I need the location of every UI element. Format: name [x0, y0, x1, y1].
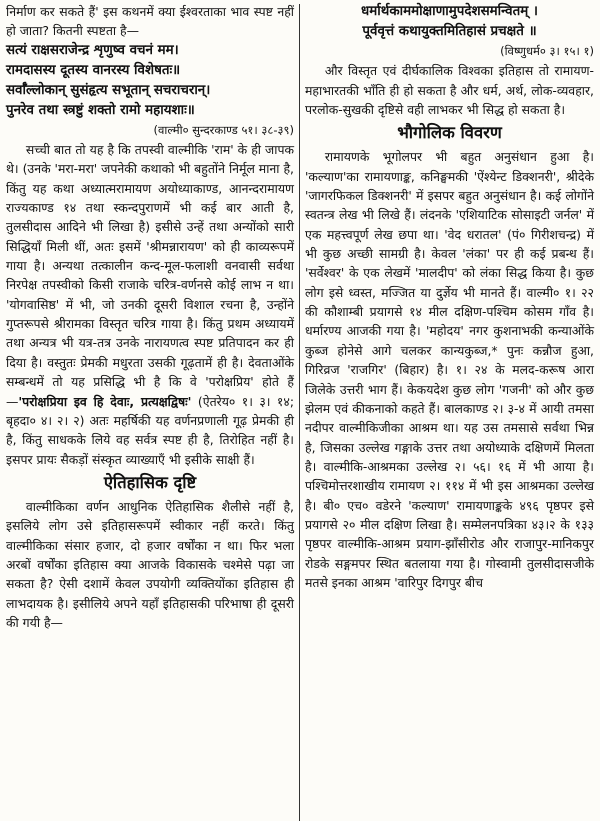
- paragraph-text: अतः महर्षिकी यह वर्णनप्रणाली गूढ़ प्रेमकी ही है, किंतु साधकके लिये वह सर्वत्र स्पष्ट ही है, तिरोहित नहीं है। इसपर प्रायः सैकड़ों संस्कृत व्याख्याएँ भी इसीके साक्षी हैं।: [6, 412, 294, 467]
- verse-block-left: [6, 41, 294, 121]
- verse-line: पुनरेव तथा स्त्रष्टुं शक्तो रामो महायशाः॥: [6, 102, 195, 118]
- verse-reference: (विष्णुधर्म० ३। १५। १): [500, 44, 594, 58]
- intro-text: निर्माण कर सकते हैं' इस कथनमें क्या ईश्वरताका भाव स्पष्ट नहीं हो जाता? कितनी स्पष्टता है—: [6, 4, 294, 39]
- column-divider: [299, 4, 300, 821]
- section-heading-geographical: भौगोलिक विवरण: [397, 123, 502, 143]
- verse-line: धर्मार्थकाममोक्षाणामुपदेशसमन्वितम् ।: [361, 4, 538, 19]
- verse-block-right: [305, 2, 594, 42]
- verse-reference: (वाल्मी० सुन्दरकाण्ड ५१। ३८-३९): [153, 122, 294, 137]
- section-heading-historical: ऐतिहासिक दृष्टि: [103, 472, 197, 492]
- right-column: [305, 2, 594, 821]
- paragraph: रामायणके भूगोलपर भी बहुत अनुसंधान हुआ है। 'कल्याण'का रामायणाङ्क, कनिङ्घमकी 'ऐंश्येन्ट डिक्शनरी', श्रीदेके 'जागरफिकल डिक्शनरी' में इसपर बहुत अनुसंधान है। कई लोगोंने स्वतन्त्र लेख भी लिखे हैं। लंदनके 'एशियाटिक सोसाइटी जर्नल' में एक महत्त्वपूर्ण लेख छपा था। 'वेद धरातल' (पं० गिरीशचन्द्र) में भी कुछ अच्छी सामग्री है। केवल 'लंका' पर ही कई प्रबन्ध हैं। 'सर्वेश्वर' के एक लेखमें 'मालदीप' को लंका सिद्ध किया है। कुछ लोग इसे ध्वस्त, मज्जित या दुर्ज्ञेय भी मानते हैं। वाल्मी० १। २२ की कौशाम्बी प्रयागसे १४ मील दक्षिण-पश्चिम कोसम गाँव है। धर्मारण्य आजकी गया है। 'महोदय' नगर कुशनाभकी कन्याओंके कुब्ज होनेसे आगे चलकर कान्यकुब्ज,* पुनः कन्नौज हुआ, गिरिव्रज 'राजगिर' (बिहार) है। १। २४ के मलद-करूष आरा जिलेके उत्तरी भाग हैं। केकयदेश कुछ लोग 'गजनी' को और कुछ झेलम एवं कीकनाको कहते हैं। बालकाण्ड २। ३-४ में आयी तमसा नदीपर वाल्मीकिजीका आश्रम था। यह उस तमसासे सर्वथा भिन्न है, जिसका उल्लेख गङ्गाके उत्तर तथा अयोध्याके दक्षिणमें मिलता है। वाल्मीकि-आश्रमका उल्लेख २। ५६। १६ में भी आया है। पश्चिमोत्तरशाखीय रामायण २। ११४ में भी इस आश्रमका उल्लेख है। बी० एच० वडेरने 'कल्याण' रामायणाङ्कके ४९६ पृष्ठपर इसे प्रयागसे २० मील दक्षिण लिखा है। सम्मेलनपत्रिका ४३।२ के १३३ पृष्ठपर वाल्मीकि-आश्रम प्रयाग-झाँसीरोड और राजापुर-मानिकपुर रोडके सङ्गमपर स्थित बतलाया गया है। गोस्वामी तुलसीदासजीके मतसे इनका आश्रम 'वारिपुर दिगपुर बीच: [305, 149, 594, 590]
- verse-line: पूर्ववृत्तं कथायुक्तमितिहासं प्रचक्षते ॥: [362, 24, 537, 39]
- quote-bold: 'परोक्षप्रिया इव हि देवाः, प्रत्यक्षद्विषः': [18, 393, 192, 409]
- verse-line: रामदासस्य दूतस्य वानरस्य विशेषतः॥: [6, 62, 181, 78]
- paragraph: वाल्मीकिका वर्णन आधुनिक ऐतिहासिक शैलीसे नहीं है, इसलिये लोग उसे इतिहासरूपमें स्वीकार नहीं करते। किंतु वाल्मीकिका संसार हजार, दो हजार वर्षोंका न था। फिर भला अरबों वर्षोंका इतिहास क्या आजके विकासके चश्मेसे पढ़ा जा सकता है? ऐसी दशामें केवल उपयोगी व्यक्तियोंका इतिहास ही लाभदायक है। इसीलिये अपने यहाँ इतिहासकी परिभाषा ही दूसरी की गयी है—: [6, 498, 294, 630]
- verse-line: सर्वाँल्लोकान् सुसंहृत्य सभूतान् सचराचरान्।: [6, 82, 211, 98]
- verse-line: सत्यं राक्षसराजेन्द्र शृणुष्व वचनं मम।: [6, 42, 179, 58]
- quote-reference: (ऐतरेय० १। ३। १४; बृहदा० ४। २। २): [6, 393, 294, 428]
- paragraph: [6, 140, 294, 469]
- left-column: [6, 2, 294, 821]
- paragraph-text: सच्ची बात तो यह है कि तपस्वी वाल्मीकि 'राम' के ही जापक थे। (उनके 'मरा-मरा' जपनेकी कथाको भी बहुतोंने निर्मूल माना है, किंतु यह कथा अध्यात्मरामायण अयोध्याकाण्ड, आनन्दरामायण राज्यकाण्ड १४ तथा स्कन्दपुराणमें भी कई बार आती है, तुलसीदास आदिने भी लिखा है) इसीसे उन्हें तथा अन्योंको सारी सिद्धियाँ मिली थीं, अतः इसमें 'श्रीमन्नारायण' को ही काव्यरूपमें गाया है। अन्यथा तत्कालीन कन्द-मूल-फलाशी वनवासी सर्वथा निरपेक्ष तपस्वीको किसी राजाके चरित्र-वर्णनसे कोई लाभ न था। 'योगवासिष्ठ' में भी, जो उनकी दूसरी विशाल रचना है, उन्होंने गुप्तरूपसे श्रीरामका विस्तृत चरित्र गाया है। किंतु प्रथम अध्यायमें तथा अन्यत्र भी यत्र-तत्र उनके नारायणत्व स्पष्ट प्रतिपादन कर ही दिया है। वस्तुतः प्रेमकी मधुरता उसकी गूढ़तामें ही है। देवताओंके सम्बन्धमें तो यह प्रसिद्धि भी है कि वे 'परोक्षप्रिय' होते हैं—: [6, 142, 294, 409]
- paragraph: और विस्तृत एवं दीर्घकालिक विश्वका इतिहास तो रामायण-महाभारतकी भाँति ही हो सकता है और धर्म, अर्थ, लोक-व्यवहार, परलोक-सुखकी दृष्टिसे वही लाभकर भी सिद्ध हो सकता है।: [305, 63, 594, 118]
